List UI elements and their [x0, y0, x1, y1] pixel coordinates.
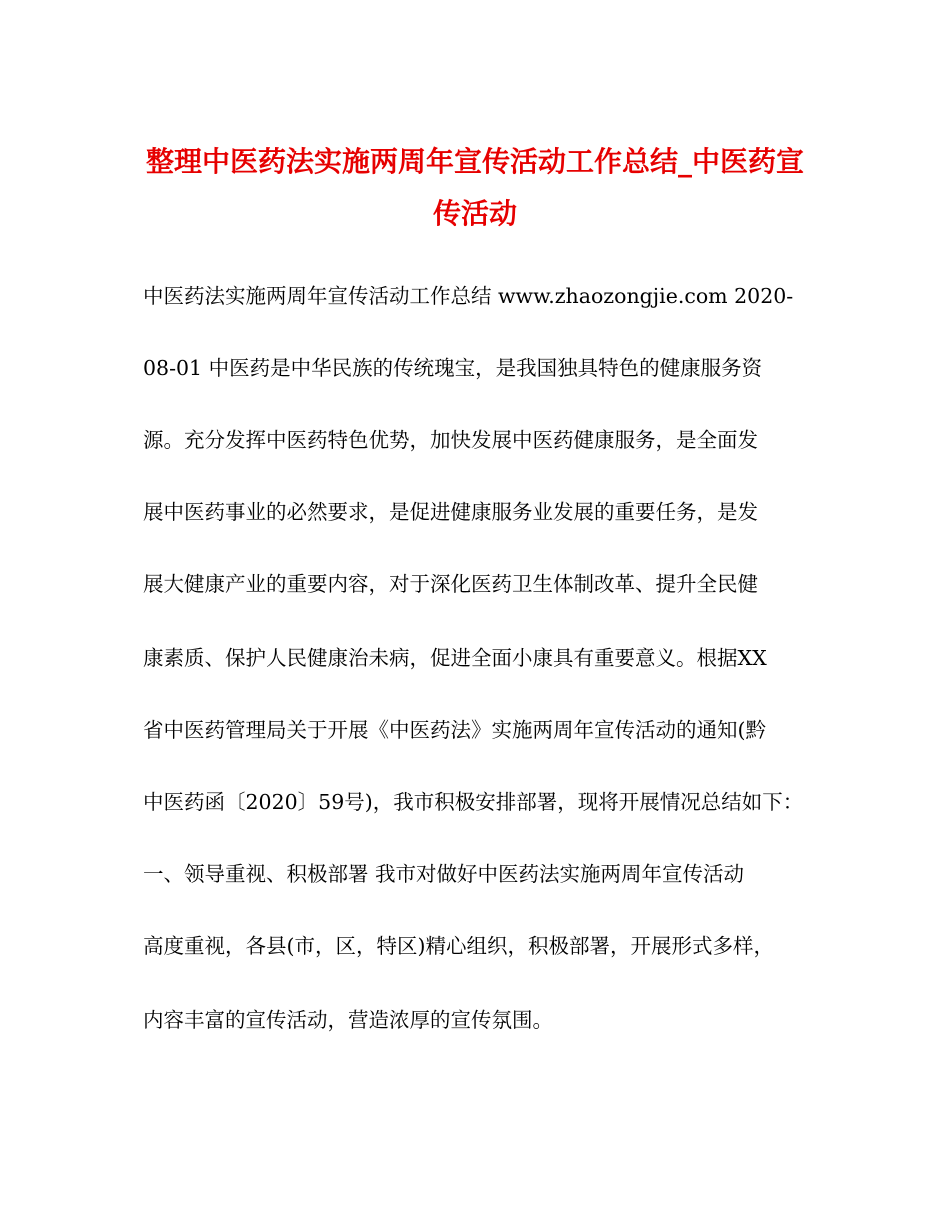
body-line-5: 展大健康产业的重要内容，对于深化医药卫生体制改革、提升全民健 [143, 572, 758, 596]
body-line-3: 源。充分发挥中医药特色优势，加快发展中医药健康服务，是全面发 [143, 428, 758, 452]
body-line-10: 高度重视，各县(市，区，特区)精心组织，积极部署，开展形式多样， [143, 934, 774, 958]
body-line-6: 康素质、保护人民健康治未病，促进全面小康具有重要意义。根据XX [143, 646, 767, 670]
document-title-line-1: 整理中医药法实施两周年宣传活动工作总结_中医药宣 [145, 145, 804, 178]
document-title-line-2: 传活动 [432, 197, 517, 230]
body-line-2: 08-01 中医药是中华民族的传统瑰宝，是我国独具特色的健康服务资 [143, 356, 763, 380]
body-line-8: 中医药函〔2020〕59号)，我市积极安排部署，现将开展情况总结如下： [143, 790, 804, 814]
body-line-1: 中医药法实施两周年宣传活动工作总结 www.zhaozongjie.com 2020- [143, 284, 794, 308]
body-line-7: 省中医药管理局关于开展《中医药法》实施两周年宣传活动的通知(黔 [143, 718, 766, 742]
body-line-11: 内容丰富的宣传活动，营造浓厚的宣传氛围。 [143, 1008, 553, 1032]
body-line-4: 展中医药事业的必然要求，是促进健康服务业发展的重要任务，是发 [143, 500, 758, 524]
section-heading-line: 一、领导重视、积极部署 我市对做好中医药法实施两周年宣传活动 [143, 862, 745, 886]
